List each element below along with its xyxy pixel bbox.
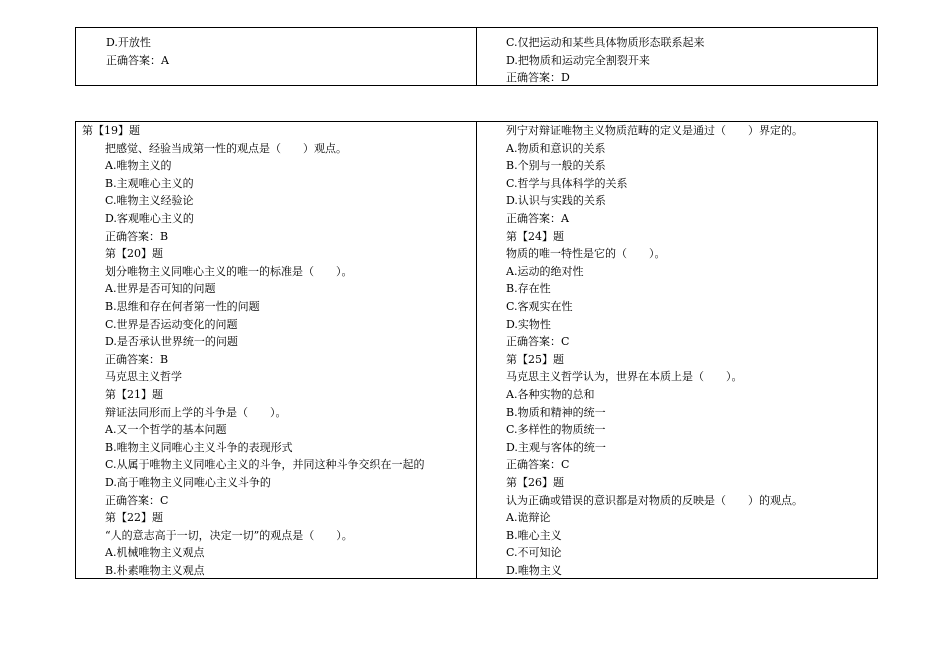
text-line: 马克思主义哲学认为，世界在本质上是（ ）。 xyxy=(506,370,743,384)
text-line: 列宁对辩证唯物主义物质范畴的定义是通过（ ）界定的。 xyxy=(506,124,803,137)
text-line: B.朴素唯物主义观点 xyxy=(105,564,205,577)
text-line: B.个别与一般的关系 xyxy=(506,159,606,173)
top-right-column xyxy=(476,28,877,85)
answer-line: 正确答案：A xyxy=(506,212,569,225)
text-line: “人的意志高于一切，决定一切”的观点是（ ）。 xyxy=(105,528,353,542)
text-line: A.世界是否可知的问题 xyxy=(105,282,216,296)
question-heading: 第【19】题 xyxy=(82,124,140,137)
question-heading: 第【22】题 xyxy=(105,511,163,525)
main-left-column xyxy=(76,122,476,578)
text-line: 划分唯物主义同唯心主义的唯一的标准是（ ）。 xyxy=(105,264,353,278)
main-section xyxy=(75,121,878,579)
text-line: C.哲学与具体科学的关系 xyxy=(506,176,628,190)
text-line: D.主观与客体的统一 xyxy=(506,440,606,454)
text-line: C.多样性的物质统一 xyxy=(506,423,606,437)
text-line: B.思维和存在何者第一性的问题 xyxy=(105,300,260,313)
question-heading: 第【21】题 xyxy=(105,388,163,401)
answer-line: 正确答案：A xyxy=(106,53,169,67)
top-left-column xyxy=(76,28,476,85)
text-line: B.存在性 xyxy=(506,282,551,296)
question-heading: 第【25】题 xyxy=(506,352,564,366)
text-line: 马克思主义哲学 xyxy=(105,370,182,384)
text-line: 把感觉、经验当成第一性的观点是（ ）观点。 xyxy=(105,141,347,155)
answer-line: 正确答案：D xyxy=(506,71,570,84)
text-line: A.运动的绝对性 xyxy=(506,264,584,278)
text-line: D.高于唯物主义同唯心主义斗争的 xyxy=(105,476,271,489)
question-heading: 第【24】题 xyxy=(506,229,564,243)
text-line: A.物质和意识的关系 xyxy=(506,141,606,155)
answer-line: 正确答案：C xyxy=(506,458,570,472)
question-heading: 第【20】题 xyxy=(105,247,163,261)
text-line: D.唯物主义 xyxy=(506,564,562,577)
text-line: B.物质和精神的统一 xyxy=(506,405,606,419)
question-heading: 第【26】题 xyxy=(506,476,564,489)
text-line: C.不可知论 xyxy=(506,546,562,560)
text-line: D.开放性 xyxy=(106,36,151,49)
text-line: A.又一个哲学的基本问题 xyxy=(105,423,227,437)
text-line: B.唯心主义 xyxy=(506,528,562,542)
text-line: D.认识与实践的关系 xyxy=(506,194,606,208)
text-line: 辩证法同形而上学的斗争是（ ）。 xyxy=(105,405,287,419)
text-line: C.从属于唯物主义同唯心主义的斗争，并同这种斗争交织在一起的 xyxy=(105,458,425,472)
text-line: 认为正确或错误的意识都是对物质的反映是（ ）的观点。 xyxy=(506,493,803,507)
answer-line: 正确答案：B xyxy=(105,352,169,366)
answer-line: 正确答案：C xyxy=(105,493,169,507)
text-line: A.诡辩论 xyxy=(506,511,551,525)
answer-line: 正确答案：C xyxy=(506,335,570,349)
text-line: C.唯物主义经验论 xyxy=(105,194,194,208)
answer-line: 正确答案：B xyxy=(105,229,169,243)
text-line: D.把物质和运动完全割裂开来 xyxy=(506,53,650,67)
text-line: B.主观唯心主义的 xyxy=(105,176,194,190)
text-line: A.各种实物的总和 xyxy=(506,388,595,401)
main-right-column xyxy=(476,122,877,578)
text-line: C.仅把运动和某些具体物质形态联系起来 xyxy=(506,36,705,49)
text-line: 物质的唯一特性是它的（ ）。 xyxy=(506,247,666,261)
top-section xyxy=(75,27,878,86)
text-line: D.客观唯心主义的 xyxy=(105,212,194,225)
text-line: C.世界是否运动变化的问题 xyxy=(105,317,238,331)
text-line: D.是否承认世界统一的问题 xyxy=(105,335,238,349)
text-line: A.唯物主义的 xyxy=(105,159,172,173)
text-line: A.机械唯物主义观点 xyxy=(105,546,205,560)
text-line: B.唯物主义同唯心主义斗争的表现形式 xyxy=(105,440,293,454)
text-line: D.实物性 xyxy=(506,317,551,331)
text-line: C.客观实在性 xyxy=(506,300,573,313)
